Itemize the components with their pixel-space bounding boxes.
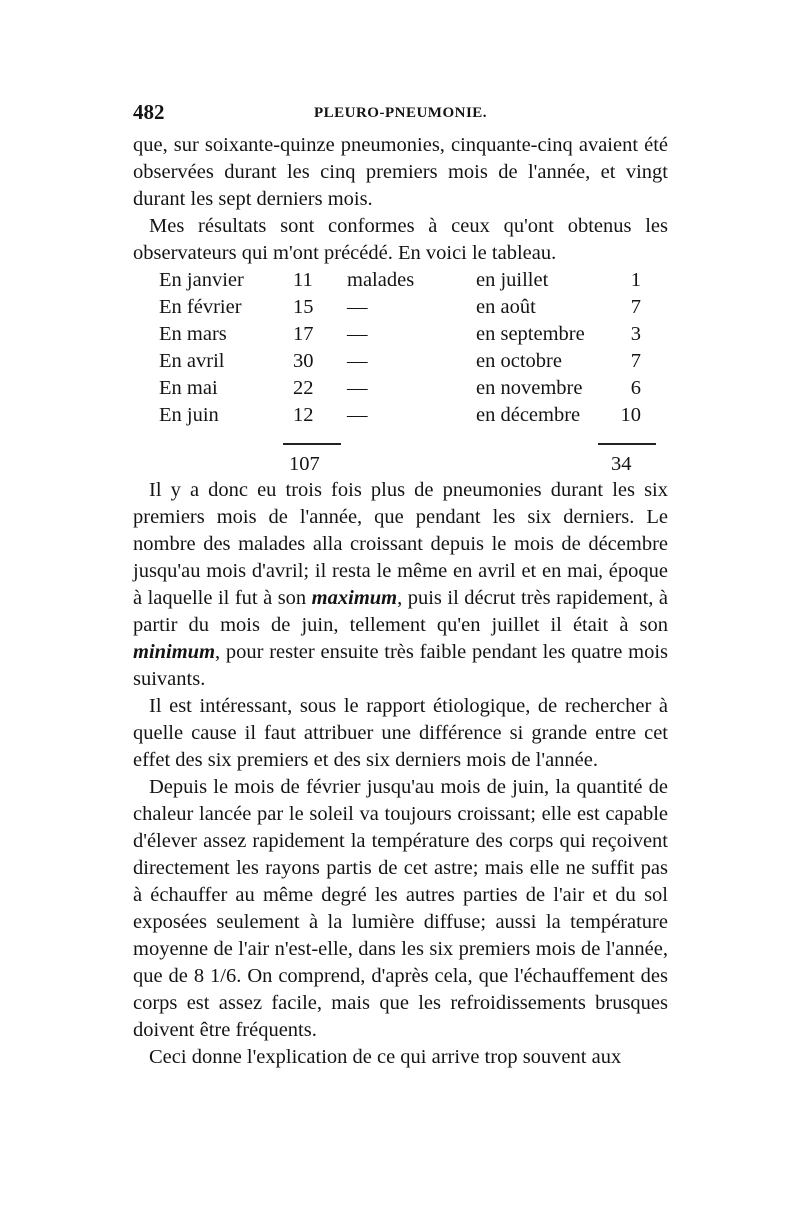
count-left: 12	[293, 404, 314, 426]
paragraph: Ceci donne l'explication de ce qui arrive trop souvent aux	[149, 1046, 622, 1068]
paragraph: que, sur soixante-quinze pneumonies, cinquante-cinq avaient été observées durant les cinq premiers mois de l'année, et vingt durant les sept derniers mois.	[133, 134, 668, 210]
table-row	[133, 350, 668, 376]
count-right: 10	[620, 404, 641, 426]
page-number: 482	[133, 100, 165, 124]
month-left: En janvier	[159, 269, 244, 291]
table-row	[133, 269, 668, 295]
sum-rule-left	[283, 443, 341, 445]
count-left: 15	[293, 296, 314, 318]
text-run: , pour rester ensuite très faible pendant les quatre mois suivants.	[133, 641, 668, 690]
month-left: En mars	[159, 323, 227, 345]
page-header	[133, 100, 668, 130]
unit-left: —	[347, 377, 368, 399]
month-right: en septembre	[476, 323, 585, 345]
text-run: , puis il décrut très rapidement, à partir du mois de juin, tellement qu'en juillet il était à son	[133, 587, 668, 636]
paragraph: Il est intéressant, sous le rapport étiologique, de rechercher à quelle cause il faut attribuer une différence si grande entre cet effet des six premiers et des six derniers mois de l'année.	[133, 695, 668, 771]
count-right: 7	[630, 296, 641, 318]
month-right: en décembre	[476, 404, 581, 426]
month-left: En avril	[159, 350, 225, 372]
month-left: En mai	[159, 377, 218, 399]
paragraph: Mes résultats sont conformes à ceux qu'ont obtenus les observateurs qui m'ont précédé. En voici le tableau.	[133, 215, 668, 264]
count-right: 7	[630, 350, 641, 372]
text-run: Il y a donc eu trois fois plus de pneumonies durant les six premiers mois de l'année, que pendant les six derniers. Le nombre des malades alla croissant depuis le mois de décembre jusqu'au mois d'avril; il resta le même en avril et en mai, époque à laquelle il fut à son	[133, 479, 668, 609]
emphasis-minimum: minimum	[133, 641, 216, 663]
unit-left: —	[347, 350, 368, 372]
count-left: 17	[293, 323, 314, 345]
count-left: 22	[293, 377, 314, 399]
sum-rule-right	[598, 443, 656, 445]
page-body	[133, 132, 668, 1071]
table-row	[133, 296, 668, 322]
total-right: 34	[611, 453, 632, 475]
month-right: en août	[476, 296, 536, 318]
paragraph: Depuis le mois de février jusqu'au mois de juin, la quantité de chaleur lancée par le soleil va toujours croissant; elle est capable d'élever assez rapidement la température des corps qui reçoivent directement les rayons partis de cet astre; mais elle ne suffit pas à échauffer au même degré les autres parties de l'air et du sol exposées seulement à la lumière diffuse; aussi la température moyenne de l'air n'est-elle, dans les six premiers mois de l'année, que de 8 1/6. On comprend, d'après cela, que l'échauffement des corps est assez facile, mais que les refroidissements brusques doivent être fréquents.	[133, 776, 668, 1041]
month-right: en juillet	[476, 269, 549, 291]
unit-left: —	[347, 404, 368, 426]
table-row	[133, 404, 668, 430]
count-left: 30	[293, 350, 314, 372]
running-title: PLEURO-PNEUMONIE.	[313, 105, 488, 121]
unit-left: —	[347, 323, 368, 345]
total-left: 107	[289, 453, 320, 475]
month-left: En juin	[159, 404, 219, 426]
paragraph	[133, 477, 668, 693]
unit-left: malades	[347, 269, 415, 291]
month-right: en novembre	[476, 377, 583, 399]
table-row	[133, 323, 668, 349]
count-right: 6	[630, 377, 641, 399]
count-right: 3	[630, 323, 641, 345]
month-left: En février	[159, 296, 242, 318]
unit-left: —	[347, 296, 368, 318]
count-left: 11	[293, 269, 313, 291]
emphasis-maximum: maximum	[311, 587, 398, 609]
monthly-cases-table	[133, 269, 668, 477]
table-row	[133, 377, 668, 403]
count-right: 1	[630, 269, 641, 291]
month-right: en octobre	[476, 350, 562, 372]
